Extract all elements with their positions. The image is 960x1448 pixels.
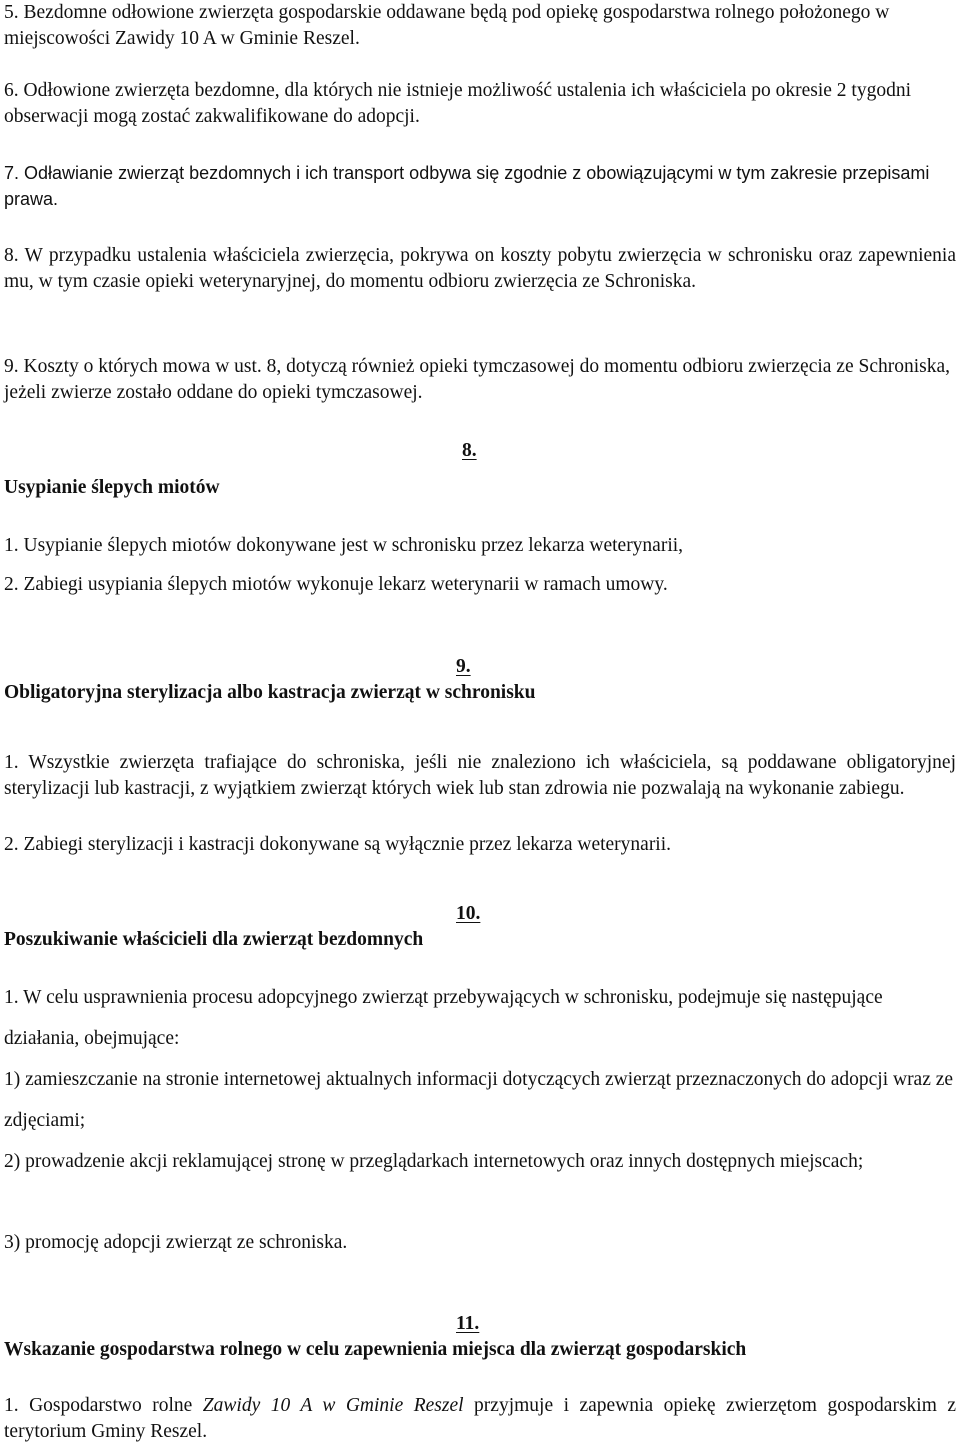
paragraph-7-6: 6. Odłowione zwierzęta bezdomne, dla których nie istnieje możliwość ustalenia ich właściciela po okresie 2 tygodni obserwacji mogą zostać zakwalifikowane do adopcji. <box>4 80 912 127</box>
list-item-10-1: 1) zamieszczanie na stronie internetowej aktualnych informacji dotyczących zwierząt przeznaczonych do adopcji wraz ze zdjęciami; <box>4 1069 954 1131</box>
section-number-10: 10. <box>456 903 481 924</box>
paragraph-10-1: 1. W celu usprawnienia procesu adopcyjnego zwierząt przebywających w schronisku, podejmuje się następujące działania, obejmujące: <box>4 987 883 1049</box>
list-item-10-3: 3) promocję adopcji zwierząt ze schroniska. <box>4 1232 348 1253</box>
paragraph-7-7: 7. Odławianie zwierząt bezdomnych i ich transport odbywa się zgodnie z obowiązującymi w tym zakresie przepisami prawa. <box>4 163 930 209</box>
section-title-8: Usypianie ślepych miotów <box>4 477 220 498</box>
paragraph-9-1: 1. Wszystkie zwierzęta trafiające do schroniska, jeśli nie znaleziono ich właściciela, są poddawane obligatoryjnej sterylizacji lub kastracji, z wyjątkiem zwierząt których wiek lub stan zdrowia nie pozwalają na wykonanie zabiegu. <box>4 752 956 799</box>
section-number-11: 11. <box>456 1313 480 1334</box>
paragraph-7-5: 5. Bezdomne odłowione zwierzęta gospodarskie oddawane będą pod opiekę gospodarstwa rolnego położonego w miejscowości Zawidy 10 A w Gminie Reszel. <box>4 2 890 49</box>
farm-address: Zawidy 10 A w Gminie Reszel <box>202 1395 464 1416</box>
paragraph-8-2: 2. Zabiegi usypiania ślepych miotów wykonuje lekarz weterynarii w ramach umowy. <box>4 574 668 595</box>
paragraph-7-9: 9. Koszty o których mowa w ust. 8, dotyczą również opieki tymczasowej do momentu odbioru zwierzęcia ze Schroniska, jeżeli zwierze zostało oddane do opieki tymczasowej. <box>4 356 951 403</box>
section-number-9: 9. <box>456 656 471 677</box>
paragraph-9-2: 2. Zabiegi sterylizacji i kastracji dokonywane są wyłącznie przez lekarza weterynarii. <box>4 834 672 855</box>
paragraph-11-1-start: 1. Gospodarstwo rolne <box>4 1395 203 1416</box>
section-title-10: Poszukiwanie właścicieli dla zwierząt bezdomnych <box>4 929 424 950</box>
section-title-11: Wskazanie gospodarstwa rolnego w celu zapewnienia miejsca dla zwierząt gospodarskich <box>4 1339 747 1360</box>
paragraph-8-1: 1. Usypianie ślepych miotów dokonywane jest w schronisku przez lekarza weterynarii, <box>4 535 684 556</box>
paragraph-11-1 <box>4 1393 956 1445</box>
list-item-10-2: 2) prowadzenie akcji reklamującej stronę w przeglądarkach internetowych oraz innych dostępnych miejscach; <box>4 1151 864 1172</box>
paragraph-11-1-end: przyjmuje i zapewnia opiekę zwierzętom gospodarskim z terytorium Gminy Reszel. <box>4 1395 957 1442</box>
paragraph-7-8: 8. W przypadku ustalenia właściciela zwierzęcia, pokrywa on koszty pobytu zwierzęcia w schronisku oraz zapewnienia mu, w tym czasie opieki weterynaryjnej, do momentu odbioru zwierzęcia ze Schroniska. <box>4 245 956 292</box>
section-title-9: Obligatoryjna sterylizacja albo kastracja zwierząt w schronisku <box>4 682 536 703</box>
section-number-8: 8. <box>462 440 477 461</box>
